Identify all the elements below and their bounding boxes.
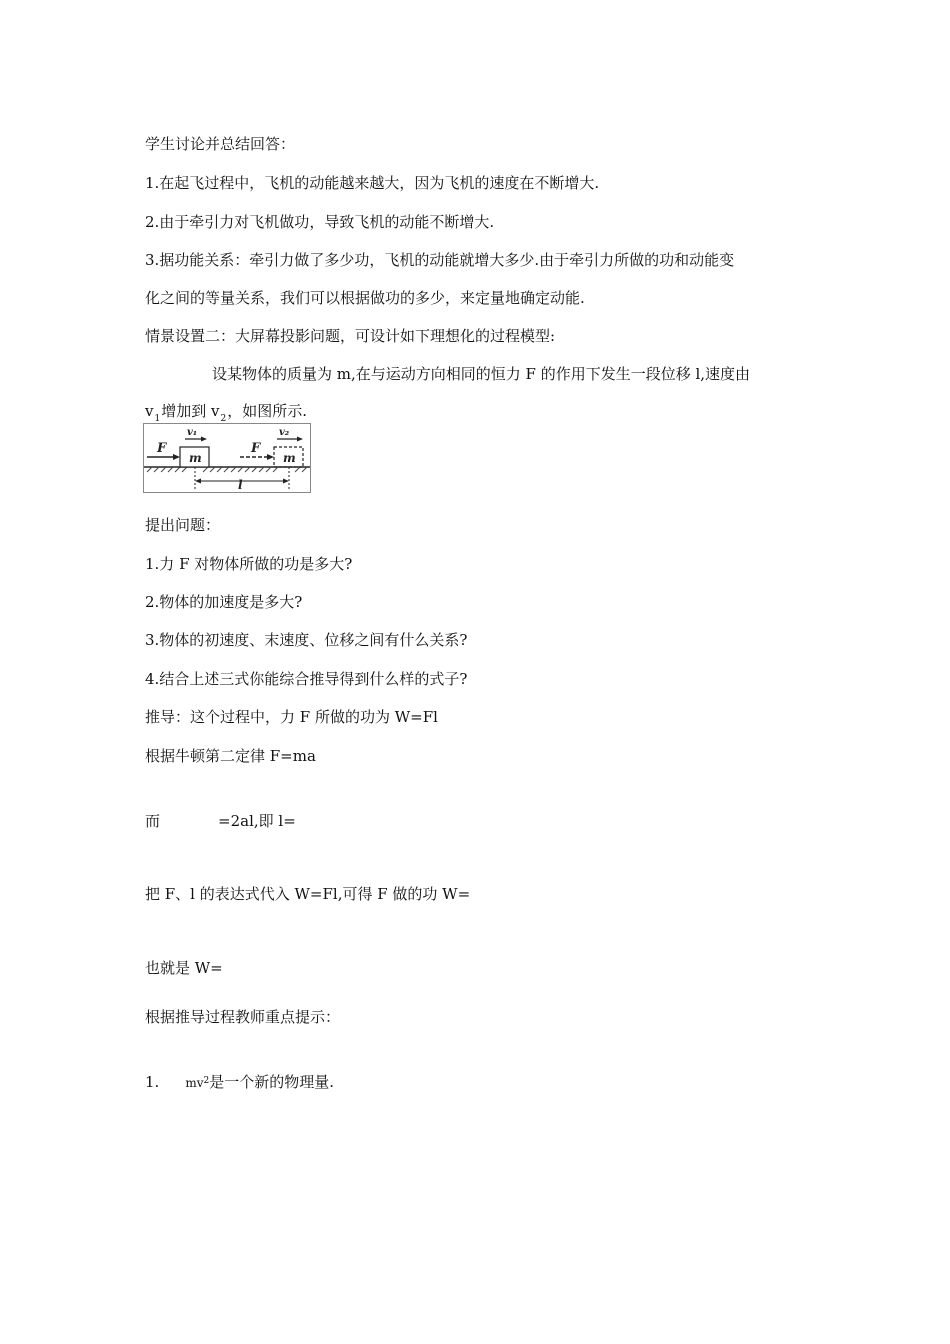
answer-3-cont: 化之间的等量关系，我们可以根据做功的多少，来定量地确定动能.: [145, 289, 585, 307]
v1-label: v₁: [187, 427, 198, 438]
derivation-newton: 根据牛顿第二定律 F=ma: [145, 747, 316, 765]
tip-1-number: 1.: [145, 1073, 160, 1091]
answer-1: 1.在起飞过程中，飞机的动能越来越大，因为飞机的速度在不断增大.: [145, 174, 600, 192]
v1-letter: v: [145, 402, 154, 420]
derivation-work: 推导：这个过程中，力 F 所做的功为 W=Fl: [145, 708, 438, 726]
v2-label: v₂: [279, 427, 290, 438]
motion-diagram: [143, 423, 311, 493]
v2-subscript: 2: [220, 414, 227, 424]
displacement-label: l: [238, 478, 243, 492]
tip-1: [145, 1072, 334, 1095]
derivation-substitute: 把 F、l 的表达式代入 W=Fl,可得 F 做的功 W=: [145, 885, 471, 903]
answer-heading: 学生讨论并总结回答：: [145, 135, 296, 153]
mass-label-1: m: [189, 451, 202, 465]
increase-text: 增加到 v: [161, 402, 220, 420]
as-shown-text: ，如图所示.: [227, 402, 307, 420]
mv-term: mv: [185, 1076, 204, 1090]
derivation-result: 也就是 W=: [145, 959, 223, 977]
question-2: 2.物体的加速度是多大?: [145, 593, 303, 611]
kinematics-eq: =2al,即 l=: [218, 812, 296, 830]
tip-1-text: 是一个新的物理量.: [209, 1073, 334, 1091]
answer-2: 2.由于牵引力对飞机做功，导致飞机的动能不断增大.: [145, 213, 495, 231]
question-1: 1.力 F 对物体所做的功是多大?: [145, 555, 353, 573]
questions-heading: 提出问题：: [145, 516, 221, 534]
mass-label-2: m: [283, 451, 296, 465]
question-3: 3.物体的初速度、末速度、位移之间有什么关系?: [145, 631, 468, 649]
force-label-2: F: [251, 441, 261, 456]
answer-3: 3.据功能关系：牵引力做了多少功，飞机的动能就增大多少.由于牵引力所做的功和动能变: [145, 251, 735, 269]
scenario-text: 设某物体的质量为 m,在与运动方向相同的恒力 F 的作用下发生一段位移 l,速度由: [212, 365, 751, 383]
scenario-heading: 情景设置二：大屏幕投影问题，可设计如下理想化的过程模型:: [145, 327, 556, 345]
derivation-kinematics: [145, 811, 296, 831]
v1-subscript: 1: [154, 414, 161, 424]
teacher-tips-heading: 根据推导过程教师重点提示：: [145, 1008, 341, 1026]
scenario-text-cont: [145, 401, 307, 424]
force-label-1: F: [157, 441, 167, 456]
square-superscript: 2: [203, 1076, 210, 1086]
question-4: 4.结合上述三式你能综合推导得到什么样的式子?: [145, 670, 468, 688]
and-word: 而: [145, 812, 161, 830]
